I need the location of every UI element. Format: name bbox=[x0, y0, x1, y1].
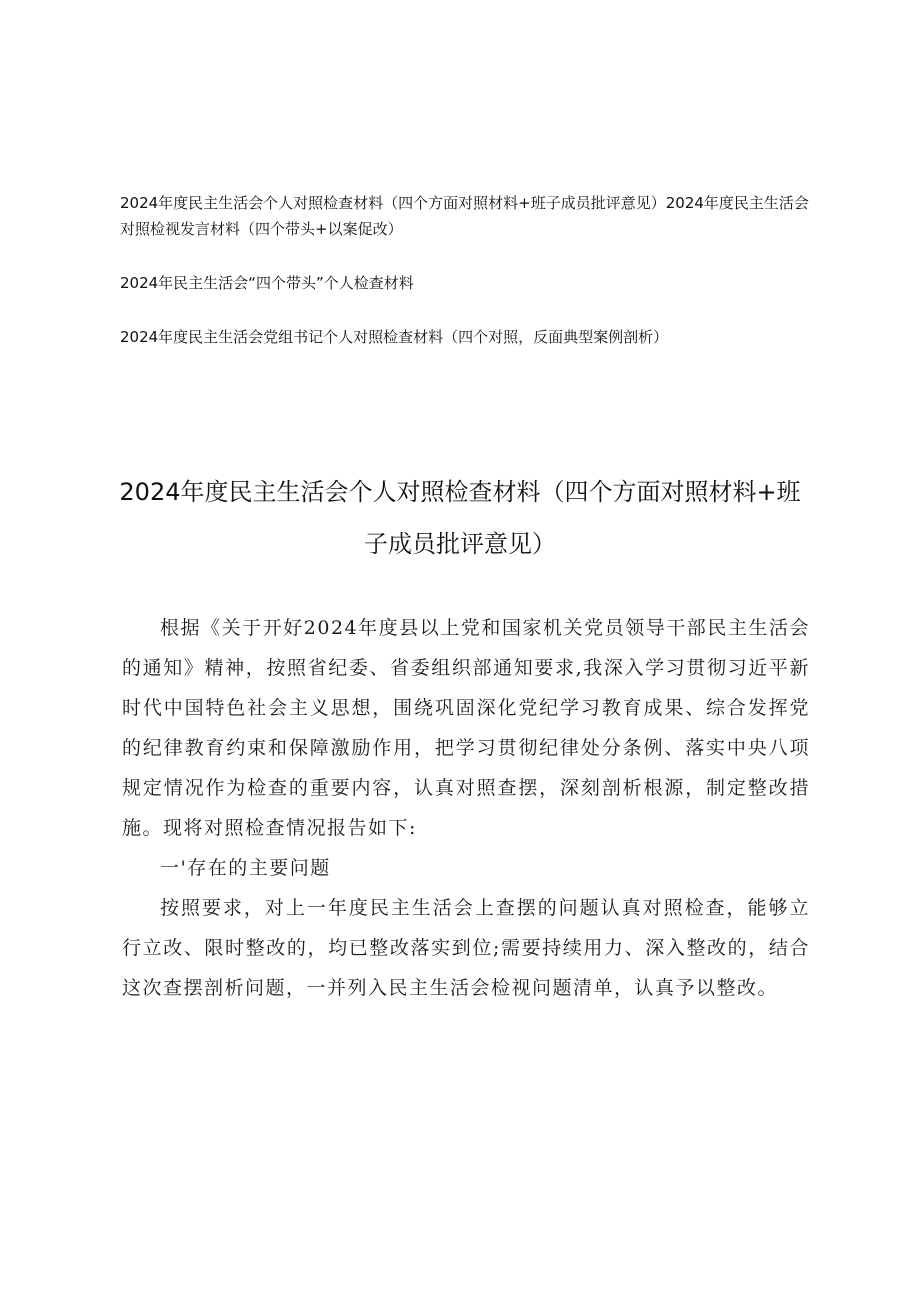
toc-item: 2024年民主生活会“四个带头”个人检查材料 bbox=[120, 274, 414, 292]
table-of-contents bbox=[120, 190, 810, 350]
document-body bbox=[122, 608, 810, 1008]
toc-item: 2024年度民主生活会党组书记个人对照检查材料（四个对照，反面典型案例剖析） bbox=[120, 328, 669, 346]
document-title: 2024年度民主生活会个人对照检查材料（四个方面对照材料+班子成员批评意见） bbox=[119, 478, 801, 558]
toc-item: 2024年度民主生活会个人对照检查材料（四个方面对照材料+班子成员批评意见）2024年度民主生活会对照检视发言材料（四个带头+以案促改） bbox=[120, 194, 809, 238]
body-paragraph: 按照要求，对上一年度民主生活会上查摆的问题认真对照检查，能够立行立改、限时整改的，均已整改落实到位;需要持续用力、深入整改的，结合这次查摆剖析问题，一并列入民主生活会检视问题清单，认真予以整改。 bbox=[122, 897, 810, 999]
intro-paragraph: 根据《关于开好2024年度县以上党和国家机关党员领导干部民主生活会的通知》精神，按照省纪委、省委组织部通知要求,我深入学习贯彻习近平新时代中国特色社会主义思想，围绕巩固深化党纪学习教育成果、综合发挥党的纪律教育约束和保障激励作用，把学习贯彻纪律处分条例、落实中央八项规定情况作为检查的重要内容，认真对照查摆，深刻剖析根源，制定整改措施。现将对照检查情况报告如下: bbox=[122, 617, 810, 839]
section-heading: 一'存在的主要问题 bbox=[160, 857, 331, 879]
